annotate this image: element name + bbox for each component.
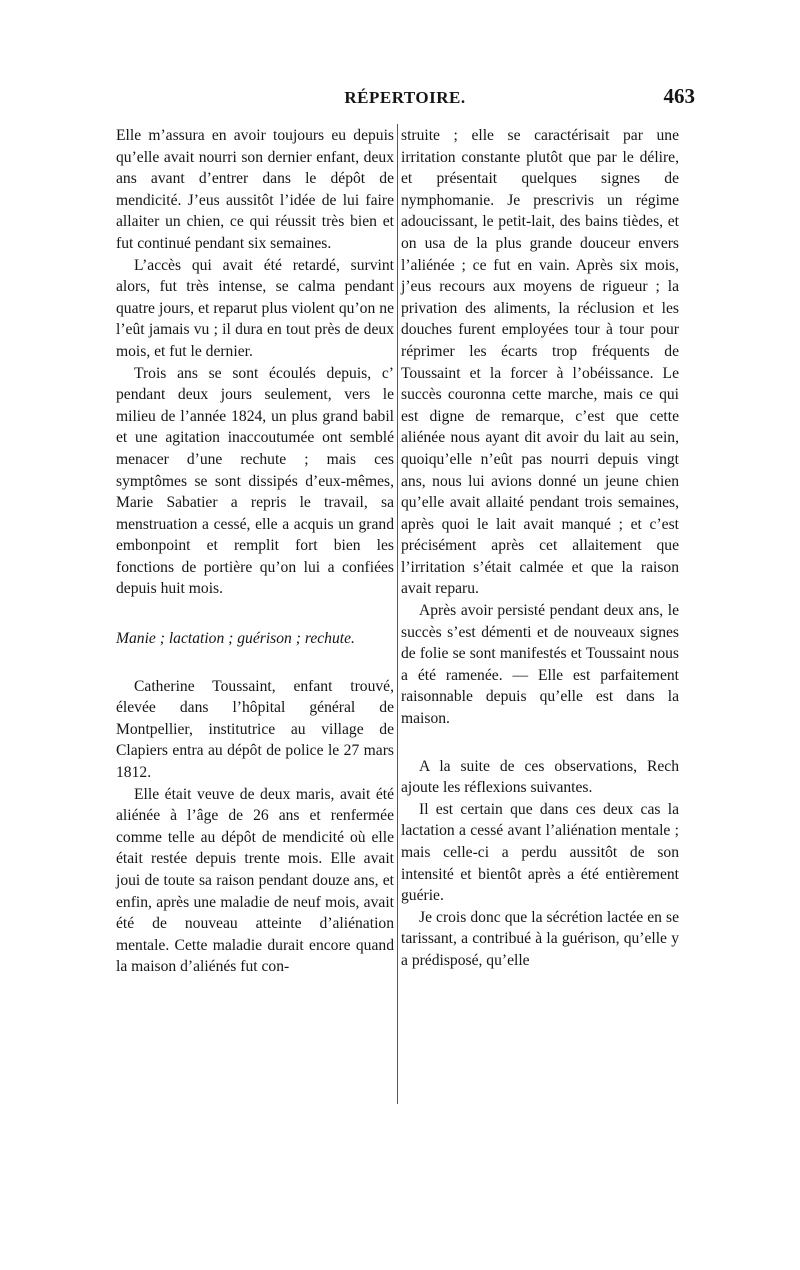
paragraph: struite ; elle se caractérisait par une irritation constante plutôt que par le délire, et présentait quelques signes de nymphomanie. Je prescrivis un régime adoucissant, le petit-lait, des bains tièdes, et on usa de la plus grande douceur envers l’aliénée ; ce fut en vain. Après six mois, j’eus recours aux moyens de rigueur ; la privation des aliments, la réclusion et les douches furent employées tour à tour pour réprimer les écarts trop fréquents de Toussaint et la forcer à l’obéissance. Le succès couronna cette marche, mais ce qui est digne de remarque, c’est que cette aliénée nous ayant dit avoir du lait au sein, quoiqu’elle n’eût pas nourri depuis vingt ans, nous lui avions donné un jeune chien qu’elle avait allaité pendant trois semaines, après quoi le lait avait manqué ; et c’est précisément après cet allaitement que l’irritation s’était calmée et que la raison avait reparu. (401, 127, 679, 598)
column-divider (397, 124, 398, 1104)
paragraph: Après avoir persisté pendant deux ans, le succès s’est démenti et de nouveaux signes de folie se sont manifestés et Toussaint nous a été ramenée. — Elle est parfaitement raisonnable depuis qu’elle est dans la maison. (401, 602, 679, 728)
paragraph: Elle m’assura en avoir toujours eu depuis qu’elle avait nourri son dernier enfant, deux ans avant d’entrer dans le dépôt de mendicité. J’eus aussitôt l’idée de lui faire allaiter un chien, ce qui réussit très bien et fut continué pendant six semaines. (116, 127, 394, 252)
paragraph: A la suite de ces observations, Rech ajoute les réflexions suivantes. (401, 757, 679, 797)
running-title: RÉPERTOIRE. (344, 88, 466, 107)
page-header (115, 84, 695, 122)
section-title: Manie ; lactation ; guérison ; rechute. (116, 630, 355, 648)
paragraph: Je crois donc que la sécrétion lactée en se tarissant, a contribué à la guérison, qu’elle y a prédisposé, qu’elle (401, 908, 679, 969)
left-column (116, 125, 394, 978)
paragraph: Trois ans se sont écoulés depuis, c’ pendant deux jours seulement, vers le milieu de l’année 1824, un plus grand babil et une agitation inaccoutumée ont semblé menacer d’une rechute ; mais ces symptômes se sont dissipés d’eux-mêmes, Marie Sabatier a repris le travail, sa menstruation a cessé, elle a acquis un grand embonpoint et remplit fort bien les fonctions de portière qu’on lui a confiées depuis huit mois. (116, 364, 394, 598)
paragraph: L’accès qui avait été retardé, survint alors, fut très intense, se calma pendant quatre jours, et reparut plus violent qu’on ne l’eût jamais vu ; il dura en tout près de deux mois, et fut le dernier. (116, 256, 394, 360)
right-column (401, 125, 679, 972)
page-number: 463 (663, 84, 695, 108)
paragraph: Il est certain que dans ces deux cas la lactation a cessé avant l’aliénation mentale ; mais celle-ci a perdu aussitôt de son intensité et bientôt après a été entièrement guérie. (401, 800, 679, 905)
paragraph: Catherine Toussaint, enfant trouvé, élevée dans l’hôpital général de Montpellier, institutrice au village de Clapiers entra au dépôt de police le 27 mars 1812. (116, 677, 394, 782)
paragraph-gap (401, 730, 679, 756)
paragraph: Elle était veuve de deux maris, avait été aliénée à l’âge de 26 ans et renfermée comme telle au dépôt de mendicité où elle était restée depuis trente mois. Elle avait joui de toute sa raison pendant douze ans, et enfin, après une maladie de neuf mois, avait été de nouveau atteinte d’aliénation mentale. Cette maladie durait encore quand la maison d’aliénés fut con- (116, 785, 394, 976)
